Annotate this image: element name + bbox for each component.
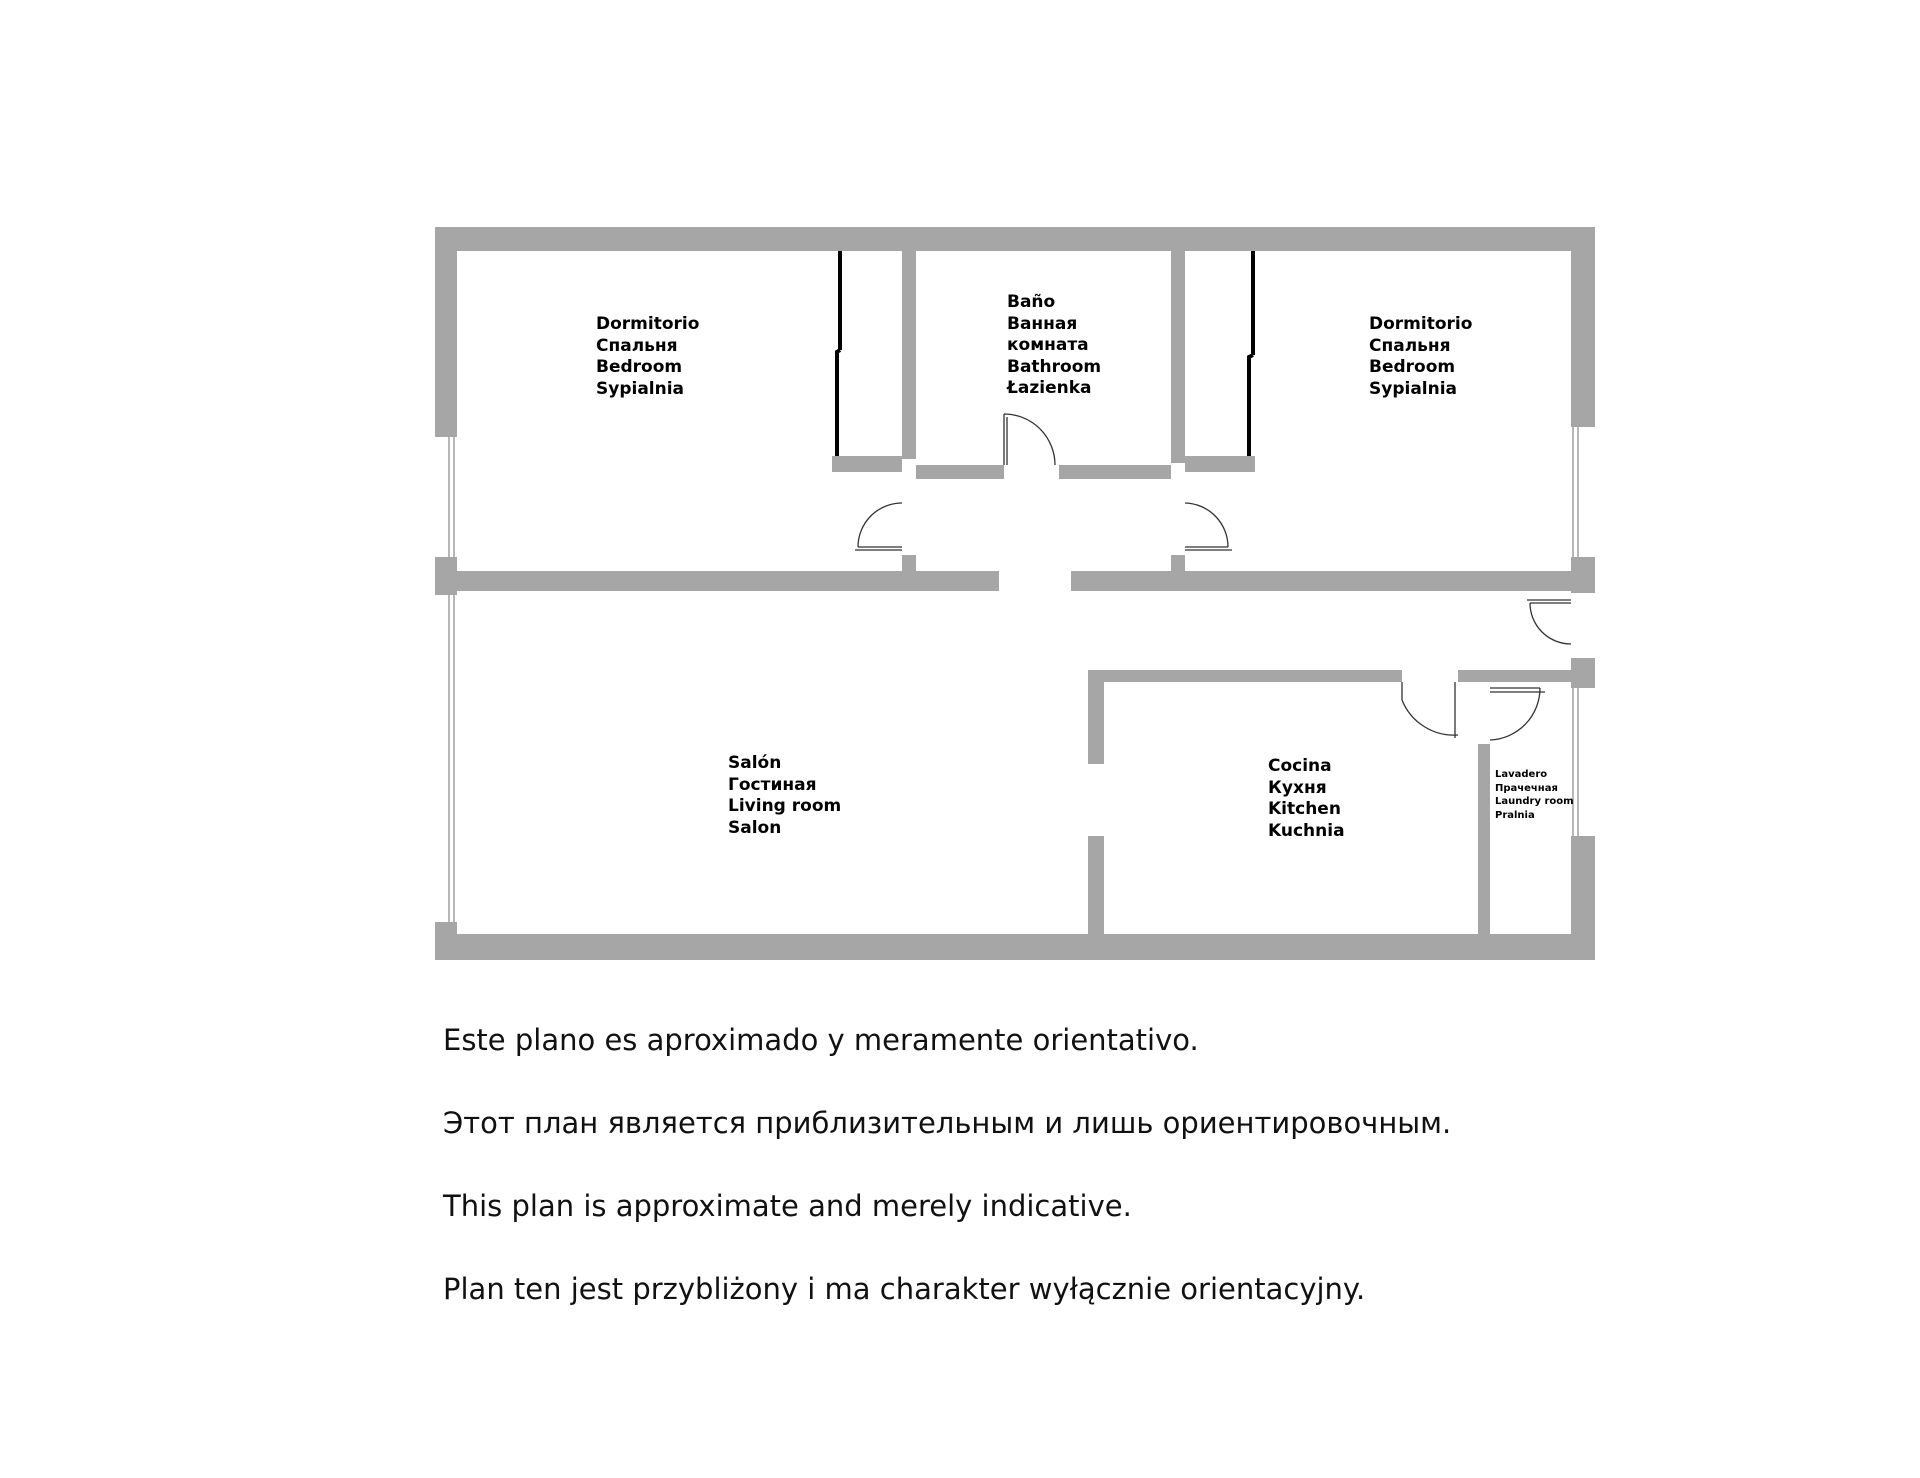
wall-segment xyxy=(1571,571,1595,587)
room-label-bedroom-left: Dormitorio Спальня Bedroom Sypialnia xyxy=(596,314,700,399)
room-label-living-room: Salón Гостиная Living room Salon xyxy=(728,753,842,838)
wall-segment xyxy=(435,227,1595,251)
wall-segment xyxy=(1171,555,1185,573)
room-label-laundry: Lavadero Прачечная Laundry room Pralnia xyxy=(1495,769,1574,821)
disclaimer-es: Este plano es aproximado y meramente orientativo. xyxy=(443,1023,1199,1057)
wall-segment xyxy=(435,934,1595,960)
room-label-kitchen: Cocina Кухня Kitchen Kuchnia xyxy=(1268,756,1345,841)
closet-line xyxy=(837,251,840,456)
disclaimer-pl: Plan ten jest przybliżony i ma charakter wyłącznie orientacyjny. xyxy=(443,1272,1366,1306)
door-swing xyxy=(1490,688,1540,740)
wall-segment xyxy=(1088,670,1104,764)
wall-segment xyxy=(1571,836,1595,960)
wall-segment xyxy=(902,251,916,459)
wall-segment xyxy=(1171,251,1185,463)
wall-segment xyxy=(1478,744,1490,936)
disclaimer-ru: Этот план является приблизительным и лишь ориентировочным. xyxy=(443,1106,1452,1140)
door-swing xyxy=(858,503,902,547)
wall-segment xyxy=(435,571,999,591)
wall-segment xyxy=(435,922,457,960)
wall-segment xyxy=(435,227,457,437)
door-swing xyxy=(1004,414,1055,465)
wall-segment xyxy=(1458,670,1571,682)
wall-segment xyxy=(1571,227,1595,427)
wall-segment xyxy=(832,456,902,472)
room-label-bathroom: Baño Ванная комната Bathroom Łazienka xyxy=(1007,292,1102,398)
closet-line xyxy=(1249,251,1253,456)
door-swing xyxy=(1402,682,1458,735)
door-swing xyxy=(1185,503,1228,547)
wall-segment xyxy=(1088,836,1104,936)
room-label-bedroom-right: Dormitorio Спальня Bedroom Sypialnia xyxy=(1369,314,1473,399)
wall-segment xyxy=(1185,456,1255,472)
wall-segment xyxy=(1071,571,1571,591)
wall-segment xyxy=(1088,670,1402,682)
windows xyxy=(449,427,1578,922)
wall-segment xyxy=(1059,465,1171,479)
disclaimer-en: This plan is approximate and merely indicative. xyxy=(443,1189,1132,1223)
wall-segment xyxy=(916,465,1004,479)
wall-segment xyxy=(902,555,916,573)
door-swing xyxy=(1530,603,1571,644)
wall-segment xyxy=(1571,658,1595,688)
disclaimer xyxy=(443,1023,1643,1355)
